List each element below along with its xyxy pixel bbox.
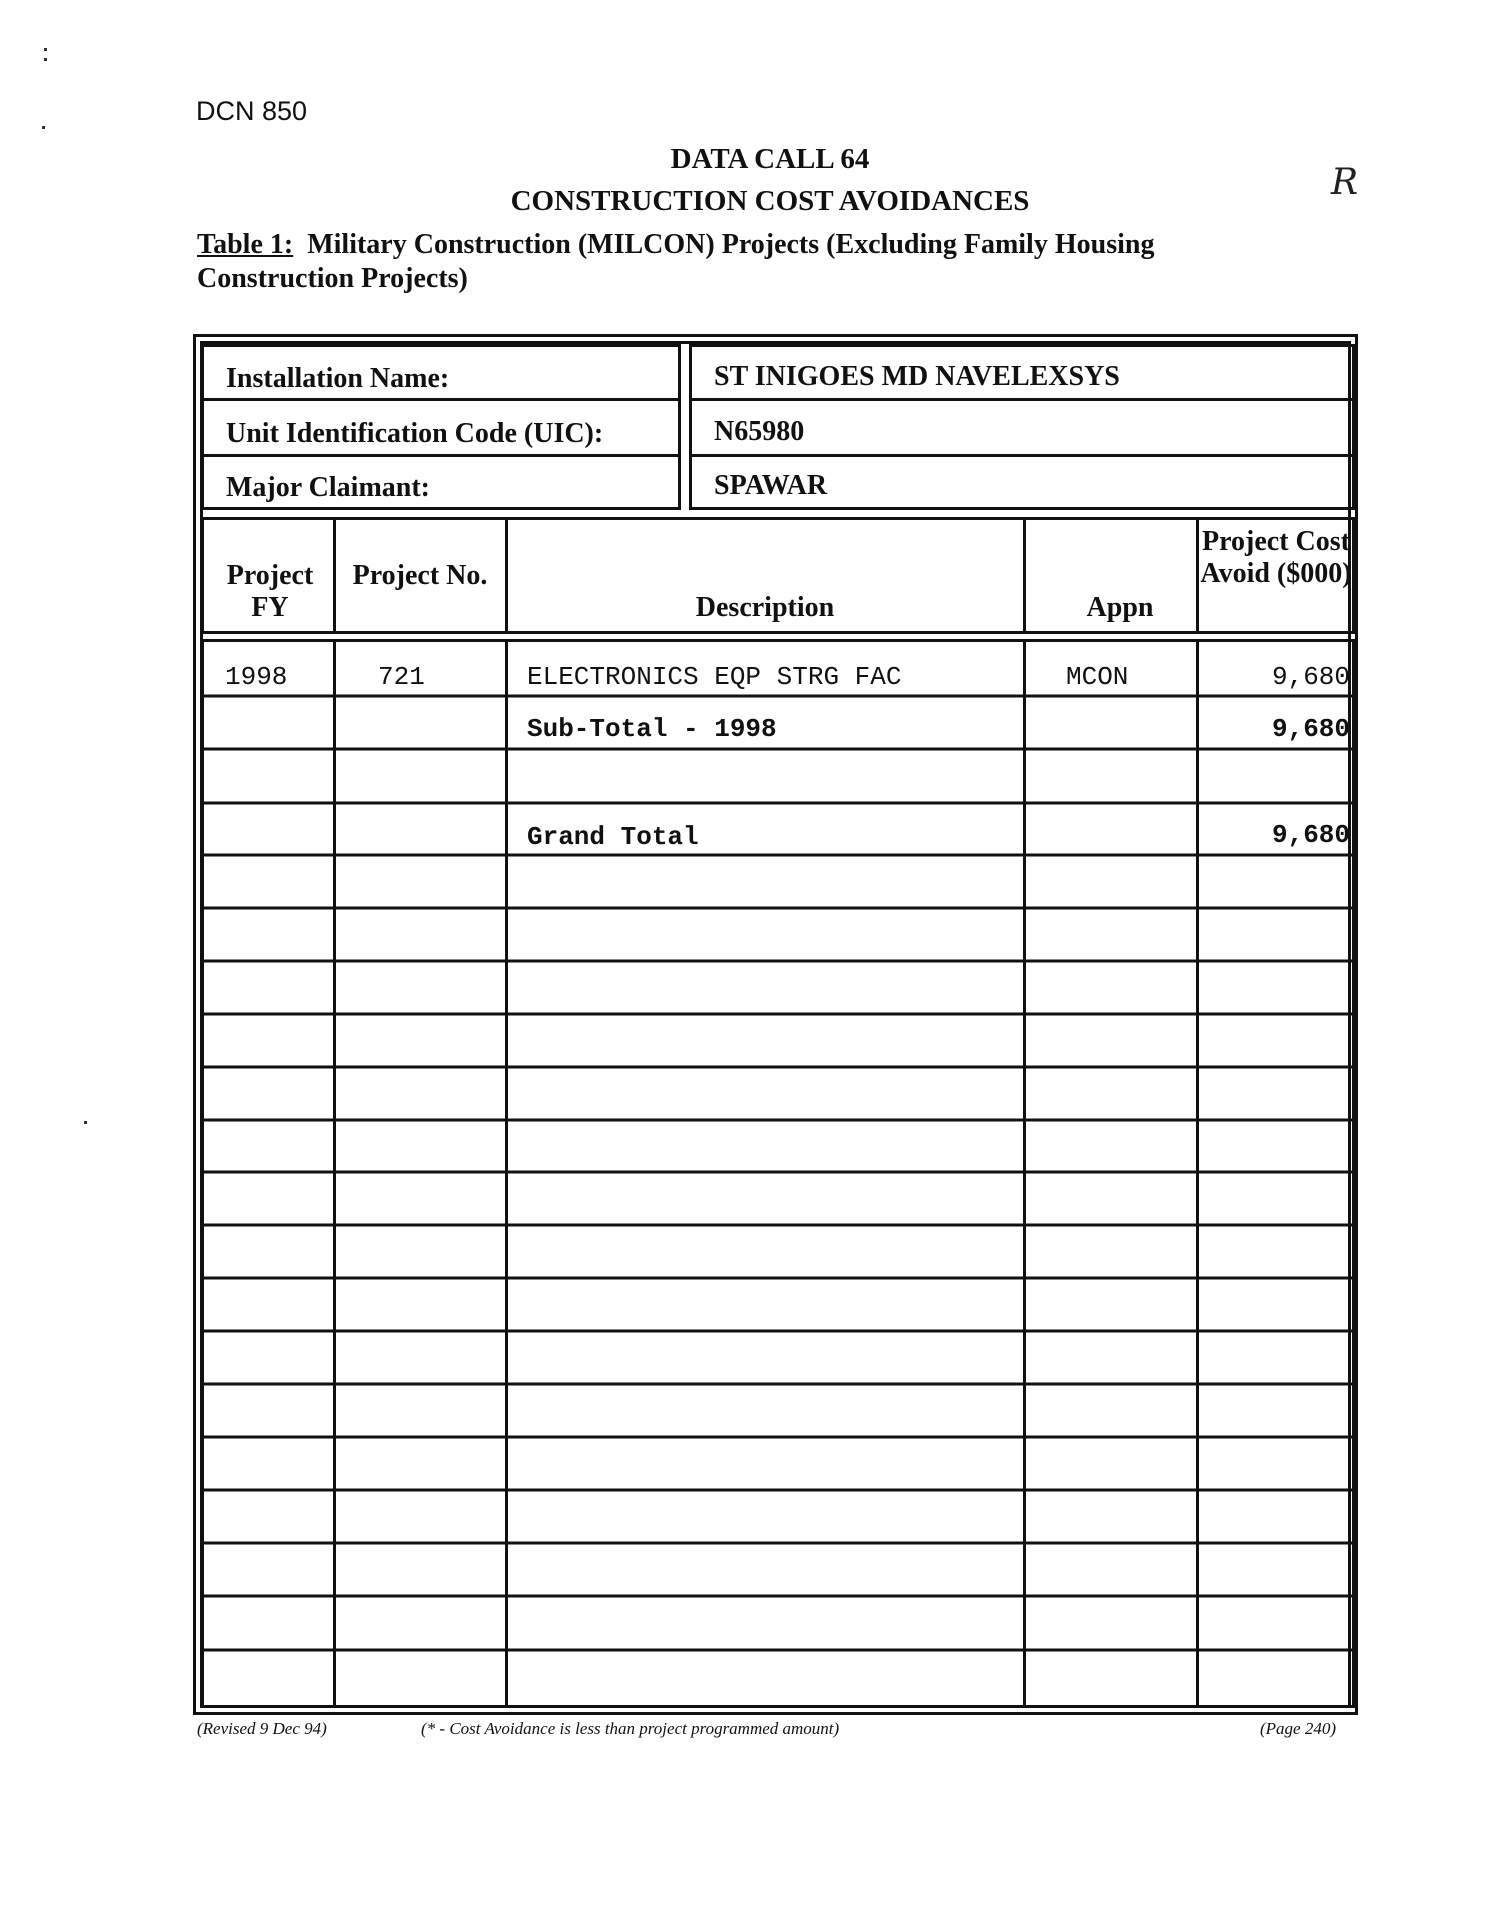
- page-subtitle: CONSTRUCTION COST AVOIDANCES: [510, 185, 1030, 217]
- row1-project-fy: 1998: [225, 662, 288, 692]
- row1-cost: 9,680: [1271, 662, 1350, 692]
- handwritten-mark: R: [1331, 162, 1359, 203]
- major-claimant-value: SPAWAR: [714, 470, 828, 501]
- col-header-cost-avoid: Project Cost Avoid ($000): [1200, 526, 1352, 589]
- subtotal-label: Sub-Total - 1998: [527, 714, 777, 744]
- footer-revised: (Revised 9 Dec 94): [197, 1719, 327, 1738]
- document-id: DCN 850: [196, 96, 308, 126]
- footer-note: (* - Cost Avoidance is less than project programmed amount): [421, 1719, 840, 1738]
- installation-name-label: Installation Name:: [226, 363, 450, 394]
- table-caption-text: Military Construction (MILCON) Projects (Excluding Family Housing Construction Projects): [197, 229, 1155, 294]
- footer-page-number: (Page 240): [1260, 1719, 1337, 1738]
- row1-description: ELECTRONICS EQP STRG FAC: [527, 662, 902, 692]
- subtotal-cost: 9,680: [1271, 714, 1350, 744]
- uic-label: Unit Identification Code (UIC):: [226, 418, 604, 449]
- row1-project-no: 721: [378, 662, 425, 692]
- col-header-description: Description: [695, 592, 835, 623]
- uic-value: N65980: [714, 416, 805, 447]
- row1-appn: MCON: [1066, 662, 1129, 692]
- grand-total-label: Grand Total: [527, 822, 699, 852]
- grand-total-cost: 9,680: [1271, 820, 1350, 850]
- col-header-project-no: Project No.: [352, 560, 488, 591]
- major-claimant-label: Major Claimant:: [226, 472, 430, 503]
- table-caption-label: Table 1:: [197, 229, 294, 260]
- installation-name-value: ST INIGOES MD NAVELEXSYS: [714, 361, 1120, 392]
- page-title: DATA CALL 64: [670, 143, 870, 175]
- col-header-appn: Appn: [1086, 592, 1154, 623]
- col-header-project-fy: Project FY: [226, 560, 314, 623]
